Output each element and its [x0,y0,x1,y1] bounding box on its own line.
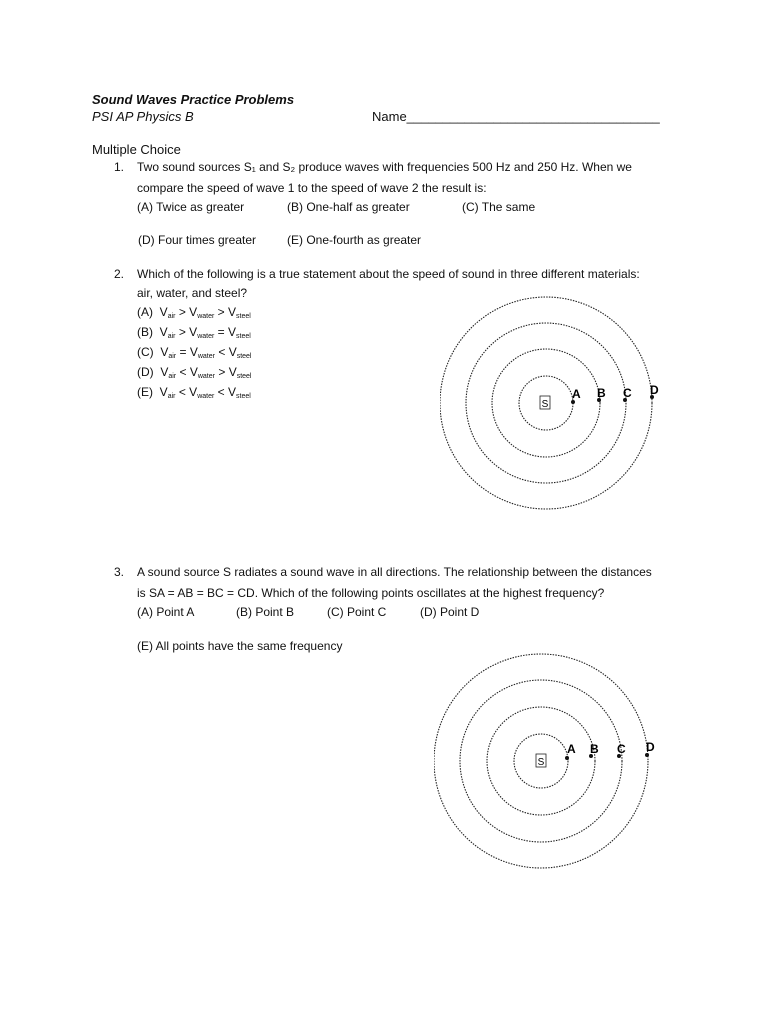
question-2-line-1: Which of the following is a true statement about the speed of sound in three different materials: [137,267,640,281]
point-d-label: D [650,383,659,397]
question-1-option-c: (C) The same [462,200,536,214]
point-b-label: B [597,386,606,400]
question-3-option-e: (E) All points have the same frequency [137,639,343,653]
question-1-line-1: Two sound sources S₁ and S₂ produce waves with frequencies 500 Hz and 250 Hz. When we [137,160,632,174]
question-3-option-c: (C) Point C [327,605,387,619]
question-3-option-d: (D) Point D [420,605,480,619]
point-d-label: D [646,740,655,754]
source-label: S [541,399,549,410]
question-1-option-e: (E) One-fourth as greater [287,233,422,247]
question-3-line-1: A sound source S radiates a sound wave in all directions. The relationship between the distances [137,565,652,579]
question-2-option-d: (D) $V_{air} < V_{water} > V_{steel}$ [137,365,252,380]
question-1-line-2: compare the speed of wave 1 to the speed of wave 2 the result is: [137,181,487,195]
course-subtitle: PSI AP Physics B [92,109,194,124]
question-1-number: 1. [114,160,125,174]
point-a-dot [565,756,569,760]
question-2-number: 2. [114,267,125,281]
name-field-label: Name___________________________________ [372,109,660,124]
point-b-label: B [590,742,599,756]
question-3-option-a: (A) Point A [137,605,195,619]
question-2-option-b: (B) $V_{air} > V_{water} = V_{steel}$ [137,325,251,340]
source-label: S [537,757,545,768]
wavefront-diagram-2 [434,652,660,878]
question-2-line-2: air, water, and steel? [137,286,248,300]
question-3-line-2: is SA = AB = BC = CD. Which of the following points oscillates at the highest frequency? [137,586,605,600]
question-1-option-d: (D) Four times greater [138,233,257,247]
question-3-number: 3. [114,565,125,579]
point-a-label: A [567,742,576,756]
question-2-option-e: (E) $V_{air} < V_{water} < V_{steel}$ [137,385,251,400]
section-title: Multiple Choice [92,142,181,157]
point-c-label: C [623,386,632,400]
worksheet-title: Sound Waves Practice Problems [92,92,295,107]
point-a-label: A [572,387,581,401]
question-3-option-b: (B) Point B [236,605,295,619]
question-1-option-a: (A) Twice as greater [137,200,245,214]
question-2-option-c: (C) $V_{air} = V_{water} < V_{steel}$ [137,345,252,360]
wavefront-diagram-1 [440,296,660,516]
question-1-option-b: (B) One-half as greater [287,200,410,214]
point-c-label: C [617,742,626,756]
question-2-option-a: (A) $V_{air} > V_{water} > V_{steel}$ [137,305,251,320]
